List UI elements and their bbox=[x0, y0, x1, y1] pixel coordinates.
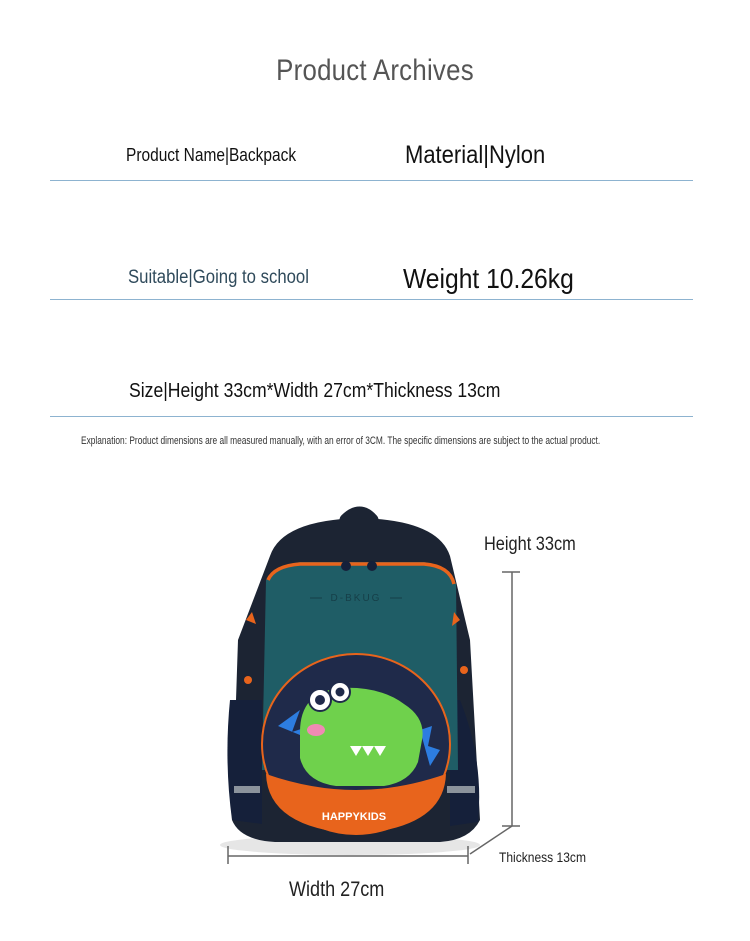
measurement-note: Explanation: Product dimensions are all measured manually, with an error of 3CM. The specific dimensions are subject to the actual product. bbox=[81, 435, 601, 447]
page-title: Product Archives bbox=[276, 54, 474, 87]
weight-cell: Weight 10.26kg bbox=[403, 263, 574, 294]
material-cell: Material|Nylon bbox=[405, 141, 546, 169]
height-label: Height 33cm bbox=[484, 534, 576, 555]
suitable-cell: Suitable|Going to school bbox=[128, 267, 309, 288]
embroidery-text: D-BKUG bbox=[330, 593, 382, 604]
width-label: Width 27cm bbox=[289, 878, 385, 901]
product-name-cell: Product Name|Backpack bbox=[126, 145, 297, 165]
brand-text: HAPPYKIDS bbox=[321, 811, 387, 823]
left-side-pocket bbox=[227, 700, 262, 824]
size-cell: Size|Height 33cm*Width 27cm*Thickness 13cm bbox=[129, 380, 501, 402]
thickness-label: Thickness 13cm bbox=[499, 849, 586, 865]
